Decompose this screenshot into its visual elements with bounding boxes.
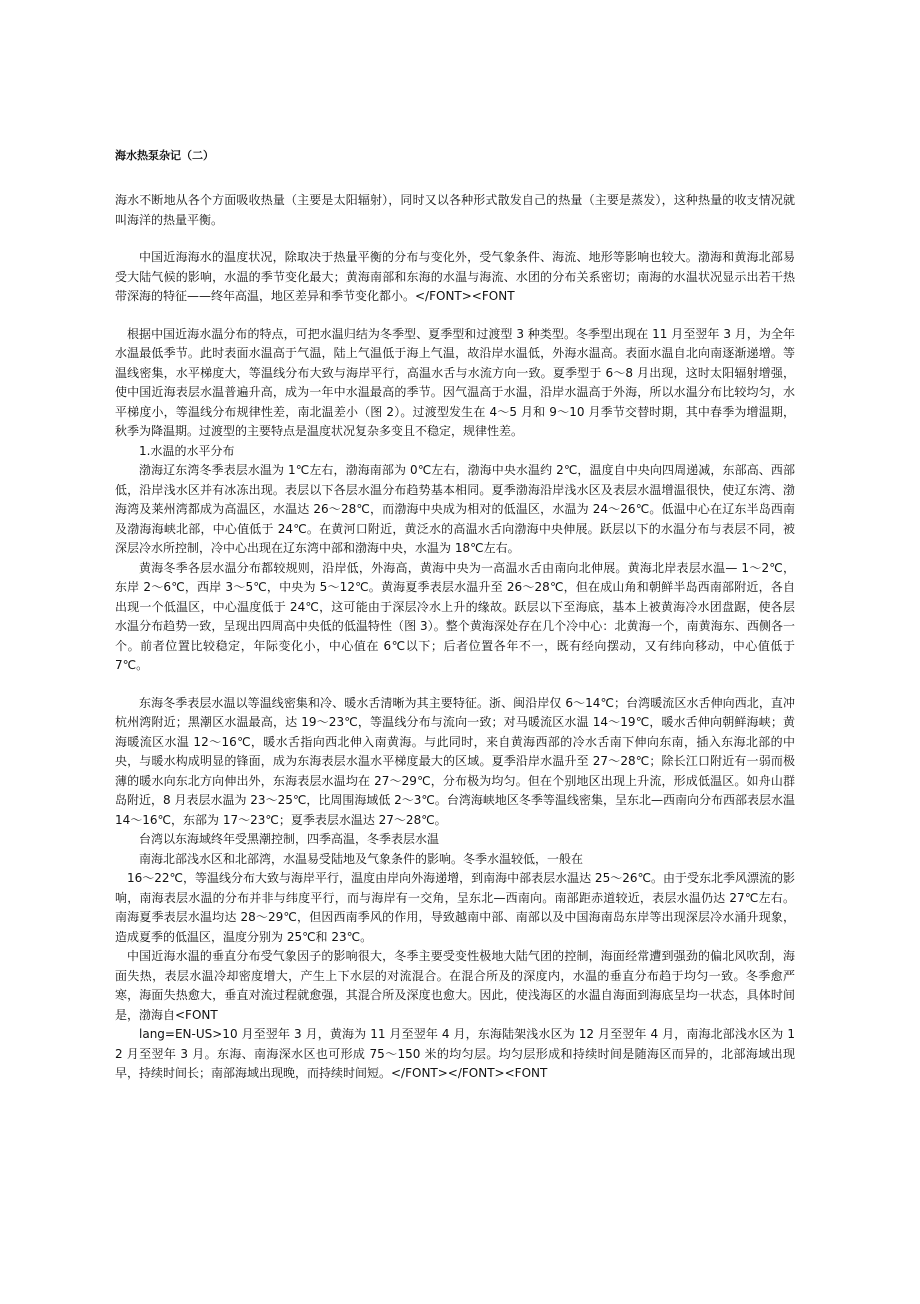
- document-page: [115, 148, 795, 1084]
- paragraph-temperature-overview: 中国近海海水的温度状况，除取决于热量平衡的分布与变化外，受气象条件、海流、地形等影响也较大。渤海和黄海北部易受大陆气候的影响，水温的季节变化最大；黄海南部和东海的水温与海流、水团的分布关系密切；南海的水温状况显示出若干热带深海的特征——终年高温，地区差异和季节变化都小。</FONT><FONT: [115, 250, 795, 303]
- paragraph-uniform-layer: lang=EN-US>10 月至翌年 3 月，黄海为 11 月至翌年 4 月，东海陆架浅水区为 12 月至翌年 4 月，南海北部浅水区为 12 月至翌年 3 月。东海、南海深水区也可形成 75～150 米的均匀层。均匀层形成和持续时间是随海区而异的，北部海域出现早，持续时间长；南部海域出现晚，而持续时间短。</FONT></FONT><FONT: [115, 1027, 795, 1080]
- paragraph-vertical-distribution: 中国近海水温的垂直分布受气象因子的影响很大，冬季主要受变性极地大陆气团的控制，海面经常遭到强劲的偏北风吹刮，海面失热，表层水温冷却密度增大，产生上下水层的对流混合。在混合所及的深度内，水温的垂直分布趋于均匀一致。冬季愈严寒，海面失热愈大，垂直对流过程就愈强，其混合所及深度也愈大。因此，使浅海区的水温自海面到海底呈均一状态，具体时间是，渤海自<FONT: [115, 949, 795, 1022]
- paragraph-east-china-sea: 东海冬季表层水温以等温线密集和冷、暖水舌清晰为其主要特征。浙、闽沿岸仅 6～14℃；台湾暖流区水舌伸向西北，直冲杭州湾附近；黑潮区水温最高，达 19～23℃，等温线分布与流向一致；对马暖流区水温 14～19℃，暖水舌伸向朝鲜海峡；黄海暖流区水温 12～16℃，暖水舌指向西北伸入南黄海。与此同时，来自黄海西部的冷水舌南下伸向东南，插入东海北部的中央，与暖水构成明显的锋面，成为东海表层水温水平梯度最大的区域。夏季沿岸水温升至 27～28℃；除长江口附近有一弱而极薄的暖水向东北方向伸出外，东海表层水温均在 27～29℃，分布极为均匀。但在个别地区出现上升流，形成低温区。如舟山群岛附近，8 月表层水温为 23～25℃，比周围海域低 2～3℃。台湾海峡地区冬季等温线密集，呈东北—西南向分布西部表层水温 14～16℃，东部为 17～23℃；夏季表层水温达 27～28℃。: [115, 695, 795, 827]
- paragraph-taiwan-east: 台湾以东海域终年受黑潮控制，四季高温，冬季表层水温: [139, 832, 440, 846]
- paragraph-south-china-sea-north: 南海北部浅水区和北部湾，水温易受陆地及气象条件的影响。冬季水温较低，一般在: [139, 851, 584, 866]
- section-heading-horizontal-distribution: 1.水温的水平分布: [139, 443, 235, 458]
- document-title: 海水热泵杂记（二）: [115, 149, 214, 162]
- paragraph-south-china-sea-temps: 16～22℃，等温线分布大致与海岸平行，温度由岸向外海递增，到南海中部表层水温达 25～26℃。由于受东北季风漂流的影响，南海表层水温的分布并非与纬度平行，而与海岸有一交角，呈东北—西南向。南部距赤道较近，表层水温仍达 27℃左右。南海夏季表层水温均达 28～29℃，但因西南季风的作用，导致越南中部、南部以及中国海南岛东岸等出现深层冷水涌升现象，造成夏季的低温区，温度分别为 25℃和 23℃。: [115, 871, 795, 944]
- paragraph-yellow-sea: 黄海冬季各层水温分布都较规则，沿岸低，外海高，黄海中央为一高温水舌由南向北伸展。黄海北岸表层水温— 1～2℃，东岸 2～6℃，西岸 3～5℃，中央为 5～12℃。黄海夏季表层水温升至 26～28℃，但在成山角和朝鲜半岛西南部附近，各自出现一个低温区，中心温度低于 24℃，这可能由于深层冷水上升的缘故。跃层以下至海底，基本上被黄海冷水团盘踞，使各层水温分布趋势一致，呈现出四周高中央低的低温特性（图 3）。整个黄海深处存在几个冷中心：北黄海一个，南黄海东、西侧各一个。前者位置比较稳定，年际变化小，中心值在 6℃以下；后者位置各年不一，既有经向摆动，又有纬向移动，中心值低于 7℃。: [115, 560, 795, 672]
- paragraph-gap: [115, 676, 795, 694]
- paragraph-heat-balance: 海水不断地从各个方面吸收热量（主要是太阳辐射），同时又以各种形式散发自己的热量（主要是蒸发），这种热量的收支情况就叫海洋的热量平衡。: [115, 193, 795, 227]
- paragraph-three-types: 根据中国近海水温分布的特点，可把水温归结为冬季型、夏季型和过渡型 3 种类型。冬季型出现在 11 月至翌年 3 月，为全年水温最低季节。此时表面水温高于气温，陆上气温低于海上气温，故沿岸水温低，外海水温高。表面水温自北向南逐渐递增。等温线密集，水平梯度大，等温线分布大致与海岸平行，高温水舌与水流方向一致。夏季型于 6～8 月出现，这时太阳辐射增强，使中国近海表层水温普遍升高，成为一年中水温最高的季节。因气温高于水温，沿岸水温高于外海，所以水温分布比较均匀，水平梯度小，等温线分布规律性差，南北温差小（图 2）。过渡型发生在 4～5 月和 9～10 月季节交替时期，其中春季为增温期，秋季为降温期。过渡型的主要特点是温度状况复杂多变且不稳定，规律性差。: [115, 326, 795, 438]
- paragraph-bohai: 渤海辽东湾冬季表层水温为 1℃左右，渤海南部为 0℃左右，渤海中央水温约 2℃，温度自中央向四周递减，东部高、西部低，沿岸浅水区并有冰冻出现。表层以下各层水温分布趋势基本相同。夏季渤海沿岸浅水区及表层水温增温很快，使辽东湾、渤海湾及莱州湾都成为高温区，水温达 26～28℃，而渤海中央成为相对的低温区，水温为 24～26℃。低温中心在辽东半岛西南及渤海海峡北部，中心值低于 24℃。在黄河口附近，黄泛水的高温水舌向渤海中央伸展。跃层以下的水温分布与表层不同，被深层冷水所控制，冷中心出现在辽东湾中部和渤海中央，水温为 18℃左右。: [115, 463, 795, 555]
- paragraph-gap: [115, 230, 795, 248]
- paragraph-gap: [115, 307, 795, 325]
